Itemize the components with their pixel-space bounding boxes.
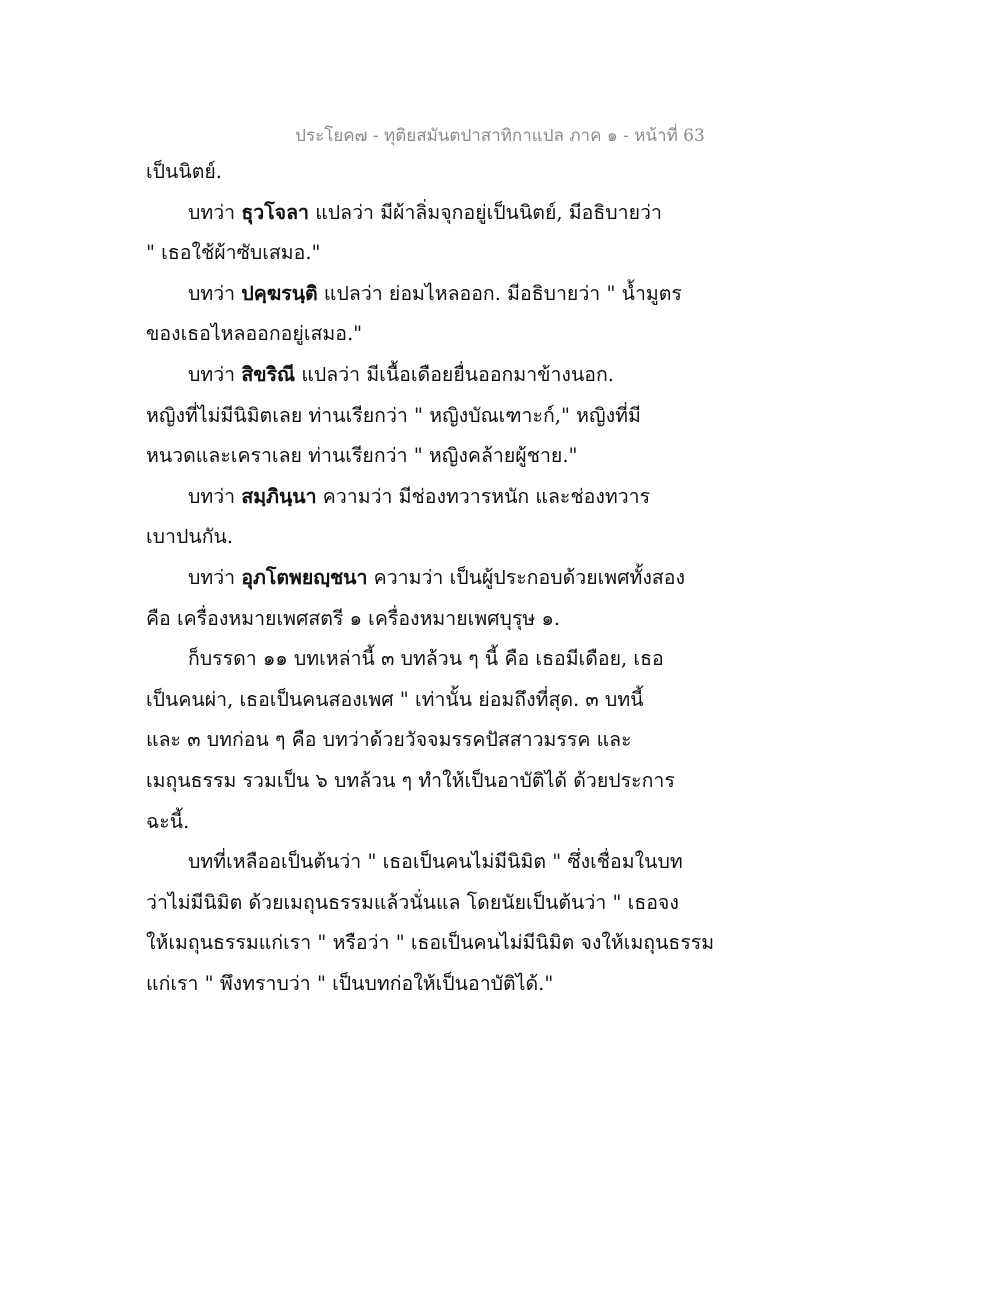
text-line: [146, 883, 706, 924]
pali-term: สมฺภินฺนา: [241, 484, 317, 508]
page-header: ประโยค๗ - ทุติยสมันตปาสาทิกาแปล ภาค ๑ - หน้าที่ 63: [295, 126, 705, 146]
text-segment: ก็บรรดา ๑๑ บทเหล่านี้ ๓ บทล้วน ๆ นี้ คือ เธอมีเดือย, เธอ: [188, 647, 664, 671]
text-segment: แปลว่า มีผ้าลิ่มจุกอยู่เป็นนิตย์, มีอธิบายว่า: [309, 200, 662, 224]
pali-term: สิขริณี: [241, 362, 296, 386]
pali-term: ปคฺฆรนฺติ: [241, 281, 318, 305]
text-line: [146, 720, 706, 761]
text-segment: บทที่เหลืออเป็นต้นว่า " เธอเป็นคนไม่มีนิมิต " ซึ่งเชื่อมในบท: [188, 850, 683, 874]
text-segment: บทว่า: [188, 362, 242, 386]
text-segment: เบาปนกัน.: [146, 525, 234, 549]
text-line: [146, 396, 706, 437]
text-line: [146, 152, 706, 193]
text-segment: หญิงที่ไม่มีนิมิตเลย ท่านเรียกว่า " หญิงบัณเฑาะก์," หญิงที่มี: [146, 403, 641, 427]
text-segment: แปลว่า ย่อมไหลออก. มีอธิบายว่า " น้ำมูตร: [317, 281, 682, 305]
text-line: [146, 517, 706, 558]
text-segment: บทว่า: [188, 565, 242, 589]
text-segment: ความว่า เป็นผู้ประกอบด้วยเพศทั้งสอง: [367, 565, 686, 589]
pali-term: ธุวโจลา: [241, 200, 309, 224]
text-line: [146, 233, 706, 274]
text-line: [146, 477, 706, 518]
text-segment: ว่าไม่มีนิมิต ด้วยเมถุนธรรมแล้วนั่นแล โดยนัยเป็นต้นว่า " เธอจง: [146, 890, 679, 914]
text-segment: บทว่า: [188, 484, 242, 508]
document-body: [146, 152, 715, 1004]
text-segment: แปลว่า มีเนื้อเดือยยื่นออกมาข้างนอก.: [295, 362, 614, 386]
text-segment: แก่เรา " พึงทราบว่า " เป็นบทก่อให้เป็นอาบัติได้.": [146, 971, 554, 995]
text-line: [146, 599, 706, 640]
text-line: [146, 558, 706, 599]
text-segment: และ ๓ บทก่อน ๆ คือ บทว่าด้วยวัจจมรรคปัสสาวมรรค และ: [146, 728, 632, 752]
text-segment: ของเธอไหลออกอยู่เสมอ.": [146, 322, 363, 346]
text-line: [146, 436, 706, 477]
text-segment: ให้เมถุนธรรมแก่เรา " หรือว่า " เธอเป็นคนไม่มีนิมิต จงให้เมถุนธรรม: [146, 931, 715, 955]
text-segment: หนวดและเคราเลย ท่านเรียกว่า " หญิงคล้ายผู้ชาย.": [146, 444, 578, 468]
text-segment: คือ เครื่องหมายเพศสตรี ๑ เครื่องหมายเพศบุรุษ ๑.: [146, 606, 561, 630]
text-segment: เมถุนธรรม รวมเป็น ๖ บทล้วน ๆ ทำให้เป็นอาบัติได้ ด้วยประการ: [146, 768, 675, 792]
text-line: [146, 842, 706, 883]
text-line: [146, 761, 706, 802]
text-line: [146, 923, 715, 964]
text-line: [146, 274, 706, 315]
text-segment: เป็นนิตย์.: [146, 160, 222, 183]
text-line: [146, 314, 706, 355]
text-line: [146, 193, 706, 234]
text-line: [146, 964, 706, 1005]
text-segment: บทว่า: [188, 281, 242, 305]
text-line: [146, 802, 706, 843]
text-line: [146, 639, 706, 680]
text-line: [146, 680, 706, 721]
text-segment: เป็นคนผ่า, เธอเป็นคนสองเพศ " เท่านั้น ย่อมถึงที่สุด. ๓ บทนี้: [146, 687, 644, 711]
text-line: [146, 355, 706, 396]
text-segment: ความว่า มีช่องทวารหนัก และช่องทวาร: [316, 484, 651, 508]
pali-term: อุภโตพยญฺชนา: [241, 565, 368, 589]
text-segment: ฉะนี้.: [146, 809, 190, 833]
text-segment: บทว่า: [188, 200, 242, 224]
text-segment: " เธอใช้ผ้าซับเสมอ.": [146, 241, 321, 265]
